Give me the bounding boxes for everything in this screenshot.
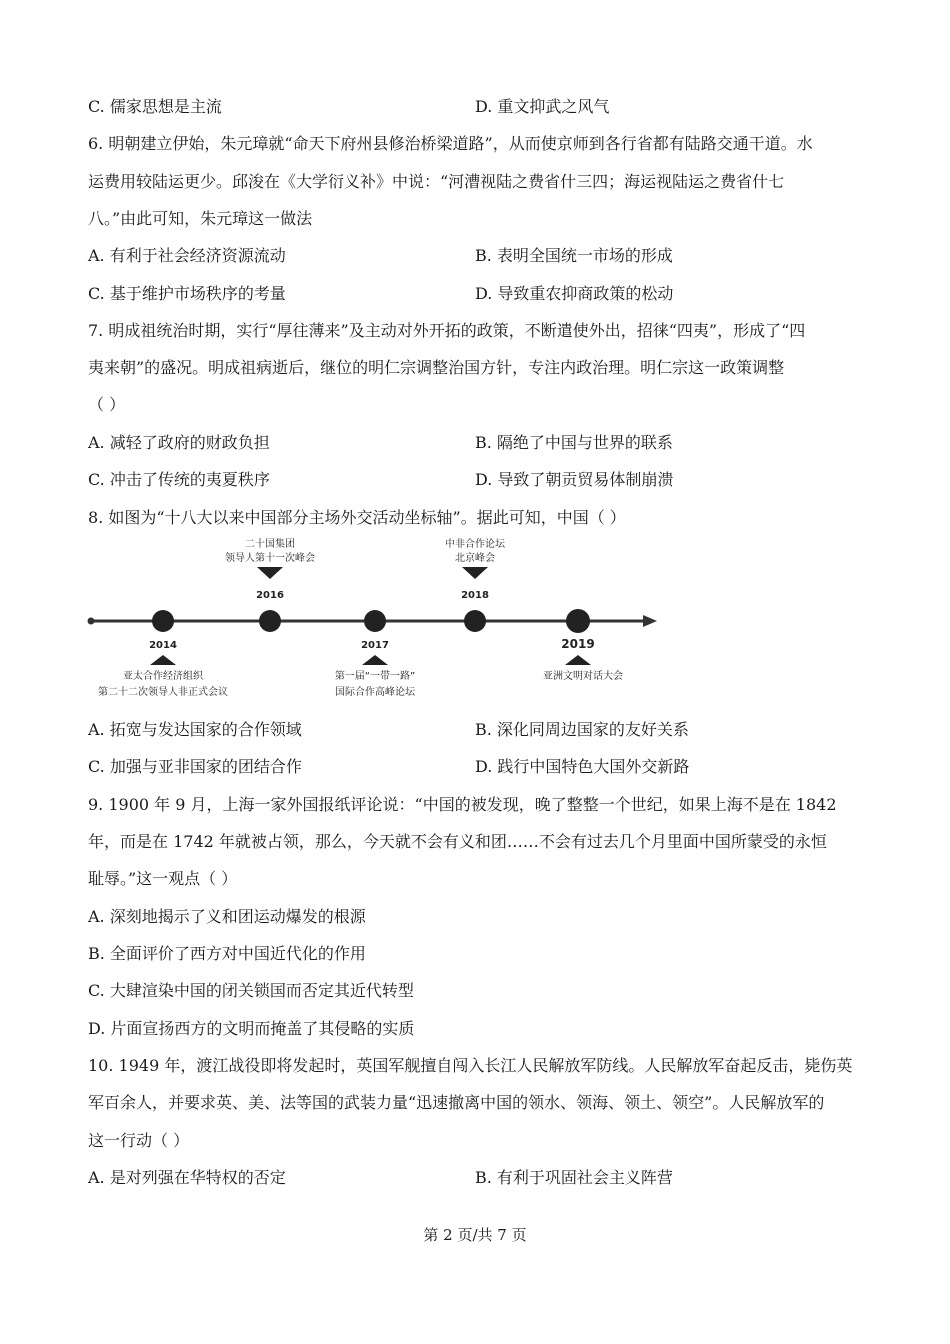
timeline-node-2014 <box>152 610 174 632</box>
q8-option-b: B. 深化同周边国家的友好关系 <box>475 720 689 739</box>
q9-stem-line-2: 年，而是在 1742 年就被占领，那么，今天就不会有义和团……不会有过去几个月里面中国所蒙受的永恒 <box>88 832 827 851</box>
q7-option-a: A. 减轻了政府的财政负担 <box>88 433 270 452</box>
q6-option-c: C. 基于维护市场秩序的考量 <box>88 284 286 303</box>
timeline-node-2018 <box>464 610 486 632</box>
q9-option-b: B. 全面评价了西方对中国近代化的作用 <box>88 944 366 963</box>
q10-stem-line-2: 军百余人，并要求英、美、法等国的武装力量“迅速撤离中国的领水、领海、领土、领空”。人民解放军的 <box>88 1093 825 1112</box>
q5-option-c: C. 儒家思想是主流 <box>88 97 222 116</box>
timeline-label-2019-line-1: 亚洲文明对话大会 <box>543 671 623 682</box>
timeline-label-2016-line-1: 二十国集团 <box>245 539 295 550</box>
timeline-marker-2018 <box>462 567 488 579</box>
q9-option-a: A. 深刻地揭示了义和团运动爆发的根源 <box>88 907 366 926</box>
q5-option-d: D. 重文抑武之风气 <box>475 97 610 116</box>
q6-stem-line-3: 八。”由此可知，朱元璋这一做法 <box>88 209 313 228</box>
timeline-year-2014: 2014 <box>149 640 177 651</box>
timeline-label-2017-line-1: 第一届“一带一路” <box>334 671 416 682</box>
q9-option-d: D. 片面宣扬西方的文明而掩盖了其侵略的实质 <box>88 1019 415 1038</box>
q7-option-d: D. 导致了朝贡贸易体制崩溃 <box>475 470 674 489</box>
timeline-node-2016 <box>259 610 281 632</box>
timeline-year-2019: 2019 <box>561 637 595 651</box>
q6-stem-line-2: 运费用较陆运更少。邱浚在《大学衍义补》中说：“河漕视陆之费省什三四；海运视陆运之费省什七 <box>88 172 785 191</box>
q9-option-c: C. 大肆渲染中国的闭关锁国而否定其近代转型 <box>88 981 414 1000</box>
q6-option-a: A. 有利于社会经济资源流动 <box>88 246 286 265</box>
q8-option-d: D. 践行中国特色大国外交新路 <box>475 757 690 776</box>
timeline-label-2014-line-1: 亚太合作经济组织 <box>123 671 203 682</box>
timeline-marker-2014 <box>150 655 176 665</box>
q10-stem-line-1: 10. 1949 年，渡江战役即将发起时，英国军舰擅自闯入长江人民解放军防线。人民解放军奋起反击，毙伤英 <box>88 1056 853 1075</box>
q9-stem-line-1: 9. 1900 年 9 月，上海一家外国报纸评论说：“中国的被发现，晚了整整一个世纪，如果上海不是在 1842 <box>88 795 837 814</box>
q7-answer-bracket: （ ） <box>88 395 126 414</box>
diplomacy-timeline-figure <box>85 535 665 710</box>
q7-stem-line-2: 夷来朝”的盛况。明成祖病逝后，继位的明仁宗调整治国方针，专注内政治理。明仁宗这一政策调整 <box>88 358 785 377</box>
timeline-marker-2017 <box>362 655 388 665</box>
timeline-year-2016: 2016 <box>256 590 284 601</box>
timeline-label-2018-line-1: 中非合作论坛 <box>445 539 505 550</box>
timeline-year-2018: 2018 <box>461 590 489 601</box>
timeline-node-2019 <box>566 609 590 633</box>
q7-option-b: B. 隔绝了中国与世界的联系 <box>475 433 673 452</box>
q10-option-b: B. 有利于巩固社会主义阵营 <box>475 1168 673 1187</box>
timeline-year-2017: 2017 <box>361 640 389 651</box>
page-number-footer: 第 2 页/共 7 页 <box>423 1226 527 1244</box>
timeline-label-2014-line-2: 第二十二次领导人非正式会议 <box>98 687 228 698</box>
timeline-axis-start <box>88 618 95 625</box>
timeline-axis-arrow <box>643 615 657 627</box>
timeline-label-2018-line-2: 北京峰会 <box>455 553 495 564</box>
q10-option-a: A. 是对列强在华特权的否定 <box>88 1168 286 1187</box>
q6-stem-line-1: 6. 明朝建立伊始，朱元璋就“命天下府州县修治桥梁道路”，从而使京师到各行省都有陆路交通干道。水 <box>88 134 813 153</box>
q7-option-c: C. 冲击了传统的夷夏秩序 <box>88 470 270 489</box>
timeline-marker-2019 <box>565 655 591 665</box>
timeline-label-2016-line-2: 领导人第十一次峰会 <box>225 553 315 564</box>
q8-option-c: C. 加强与亚非国家的团结合作 <box>88 757 302 776</box>
q6-option-d: D. 导致重农抑商政策的松动 <box>475 284 674 303</box>
q6-option-b: B. 表明全国统一市场的形成 <box>475 246 673 265</box>
q8-stem-line-1: 8. 如图为“十八大以来中国部分主场外交活动坐标轴”。据此可知，中国（ ） <box>88 508 626 527</box>
q7-stem-line-1: 7. 明成祖统治时期，实行“厚往薄来”及主动对外开拓的政策，不断遣使外出，招徕“四夷”，形成了“四 <box>88 321 806 340</box>
q9-stem-line-3: 耻辱。”这一观点（ ） <box>88 869 238 888</box>
timeline-label-2017-line-2: 国际合作高峰论坛 <box>335 687 415 698</box>
q8-option-a: A. 拓宽与发达国家的合作领域 <box>88 720 302 739</box>
timeline-node-2017 <box>364 610 386 632</box>
q10-stem-line-3: 这一行动（ ） <box>88 1131 190 1150</box>
timeline-marker-2016 <box>257 567 283 579</box>
